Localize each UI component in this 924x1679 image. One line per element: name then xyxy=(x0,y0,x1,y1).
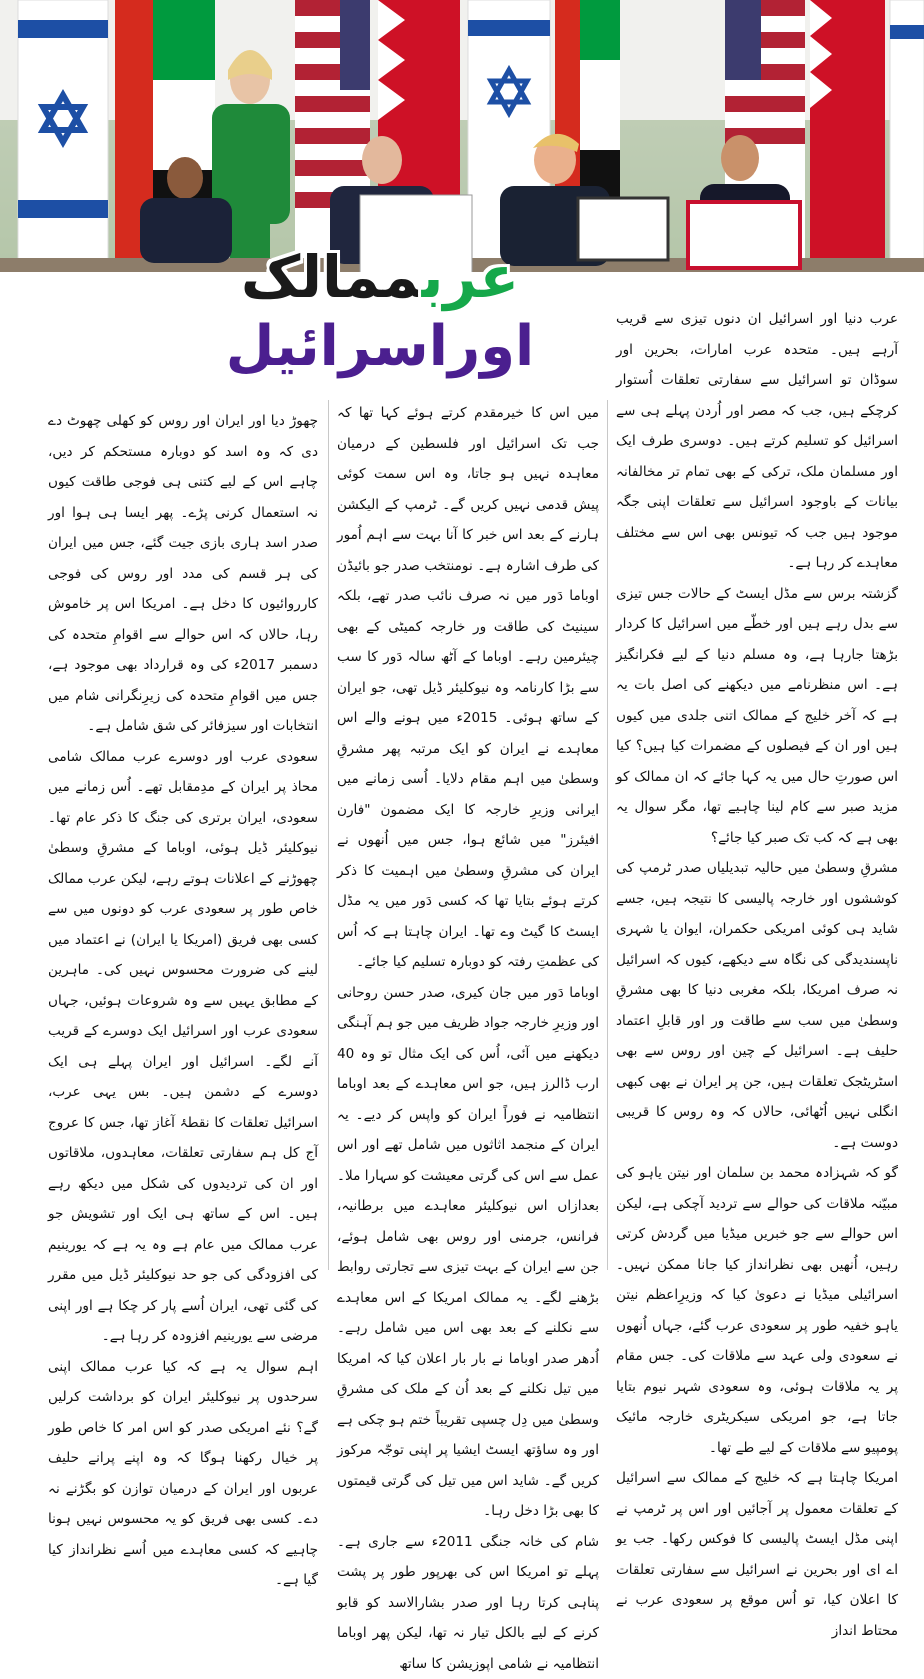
article-headline xyxy=(160,242,600,382)
text-column-left xyxy=(48,406,318,1596)
paragraph: چھوڑ دیا اور ایران اور روس کو کھلی چھوٹ دے دی کہ وہ اسد کو دوبارہ مستحکم کر دیں، چاہے اس کے لیے کتنی ہی فوجی طاقت کیوں نہ استعمال کرنی پڑے۔ پھر ایسا ہی ہوا اور صدر اسد ہاری بازی جیت گئے، جس میں ایران کی ہر قسم کی مدد اور روس کی فوجی کارروائیوں کا دخل ہے۔ امریکا اس پر خاموش رہا، حالاں کہ اس حوالے سے اقوامِ متحدہ کی دسمبر 2017ء کی وہ قرارداد بھی موجود ہے، جس میں اقوامِ متحدہ کی زیرِنگرانی شام میں انتخابات اور سیزفائر کی شق شامل ہے۔ xyxy=(48,406,318,742)
headline-word-arab: عرب xyxy=(422,243,519,311)
paragraph: میں اس کا خیرمقدم کرتے ہوئے کہا تھا کہ جب تک اسرائیل اور فلسطین کے درمیان معاہدہ نہیں ہو جاتا، وہ اس سمت کوئی پیش قدمی نہیں کریں گے۔ ٹرمپ کے الیکشن ہارنے کے بعد اس خبر کا آنا بہت سے اہم اُمور کی طرف اشارہ ہے۔ نومنتخب صدر جو بائیڈن اوباما دَور میں نہ صرف نائب صدر تھے، بلکہ سینیٹ کی طاقت ور خارجہ کمیٹی کے بھی چیئرمین رہے۔ اوباما کے آٹھ سالہ دَور کا سب سے بڑا کارنامہ وہ نیوکلیئر ڈیل تھی، جو ایران کے ساتھ ہوئی۔ 2015ء میں ہونے والے اس معاہدے نے ایران کو ایک مرتبہ پھر مشرقِ وسطیٰ میں اہم مقام دلایا۔ اُسی زمانے میں ایرانی وزیرِ خارجہ کا ایک مضمون "فارن افیئرز" میں شائع ہوا، جس میں اُنھوں نے ایران کی مشرقِ وسطیٰ میں اہمیت کا ذکر کرتے ہوئے بتایا تھا کہ کسی دَور میں یہ مڈل ایسٹ کا گیٹ وے تھا۔ ایران چاہتا ہے کہ اُس کی عظمتِ رفتہ کو دوبارہ تسلیم کیا جائے۔ xyxy=(337,398,599,978)
paragraph: گو کہ شہزادہ محمد بن سلمان اور نیتن یاہو کی مبیّنہ ملاقات کی حوالے سے تردید آچکی ہے، لیکن اس حوالے سے جو خبریں میڈیا میں گردش کرتی رہیں، اُنھیں بھی نظرانداز کیا جانا ممکن نہیں۔ اسرائیلی میڈیا نے دعویٰ کیا کہ وزیرِاعظم نیتن یاہو خفیہ طور پر سعودی عرب گئے، جہاں اُنھوں نے سعودی ولی عہد سے ملاقات کی۔ جس مقام پر یہ ملاقات ہوئی، وہ سعودی شہر نیوم بتایا جاتا ہے، جو امریکی سیکریٹری خارجہ مائیک پومپیو سے ملاقات کے لیے طے تھا۔ xyxy=(616,1158,898,1463)
bahrain-flag-icon-2 xyxy=(810,0,885,280)
headline-word-mumalik: ممالک xyxy=(241,243,422,311)
text-column-right xyxy=(616,304,898,1646)
headline-line-1 xyxy=(160,242,600,312)
israel-flag-icon xyxy=(18,0,108,280)
paragraph: گزشتہ برس سے مڈل ایسٹ کے حالات جس تیزی سے بدل رہے ہیں اور خطّے میں اسرائیل کا کردار بڑھتا جارہا ہے، وہ مسلم دنیا کے لیے فکرانگیز ہے۔ اس منظرنامے میں دیکھنے کی اصل بات یہ ہے کہ آخر خلیج کے ممالک اتنی جلدی میں کیوں ہیں اور ان کے فیصلوں کے مضمرات کیا ہیں؟ کیا اس صورتِ حال میں یہ کہا جائے کہ ان ممالک کو مزید صبر سے کام لینا چاہیے تھا، مگر سوال یہ بھی ہے کہ کب تک صبر کیا جائے؟ xyxy=(616,579,898,854)
headline-line-2: اوراسرائیل xyxy=(160,312,600,382)
paragraph: مشرقِ وسطیٰ میں حالیہ تبدیلیاں صدر ٹرمپ کی کوششوں اور خارجہ پالیسی کا نتیجہ ہیں، جسے شاید ہی کوئی امریکی حکمران، ایوان یا شہری ناپسندیدگی کی نگاہ سے دیکھے، کیوں کہ اسرائیل نہ صرف امریکا، بلکہ مغربی دنیا کا بھی مشرقِ وسطیٰ میں سب سے طاقت ور اور قابلِ اعتماد حلیف ہے۔ اسرائیل کے چین اور روس سے بھی اسٹریٹجک تعلقات ہیں، جن پر ایران نے بھی کبھی انگلی نہیں اُٹھائی، حالاں کہ وہ روس کا قریبی دوست ہے۔ xyxy=(616,853,898,1158)
paragraph: اہم سوال یہ ہے کہ کیا عرب ممالک اپنی سرحدوں پر نیوکلیئر ایران کو برداشت کرلیں گے؟ نئے امریکی صدر کو اس امر کا خاص طور پر خیال رکھنا ہوگا کہ وہ اپنے پرانے حلیف عربوں اور ایران کے درمیان توازن کو بگڑنے نہ دے۔ کسی بھی فریق کو یہ محسوس نہیں ہونا چاہیے کہ کسی معاہدے میں اُسے نظرانداز کیا گیا ہے۔ xyxy=(48,1352,318,1596)
paragraph: عرب دنیا اور اسرائیل ان دنوں تیزی سے قریب آرہے ہیں۔ متحدہ عرب امارات، بحرین اور سوڈان تو اسرائیل سے سفارتی تعلقات اُستوار کرچکے ہیں، جب کہ مصر اور اُردن پہلے ہی سے اسرائیل کو تسلیم کرتے ہیں۔ دوسری طرف ایک اور مسلمان ملک، ترکی کے بھی تمام تر مخالفانہ بیانات کے باوجود اسرائیل سے تعلقات اپنی جگہ موجود ہیں جب کہ تیونس بھی اس سے مختلف معاہدے کر رہا ہے۔ xyxy=(616,304,898,579)
paragraph: شام کی خانہ جنگی 2011ء سے جاری ہے۔ پہلے تو امریکا اس کی بھرپور طور پر پشت پناہی کرتا رہا اور صدر بشارالاسد کو قابو کرنے کے لیے بالکل تیار نہ تھا، لیکن پھر اوباما انتظامیہ نے شامی اپوزیشن کا ساتھ xyxy=(337,1527,599,1679)
text-column-middle xyxy=(337,398,599,1679)
column-divider xyxy=(607,400,608,1270)
paragraph: سعودی عرب اور دوسرے عرب ممالک شامی محاذ پر ایران کے مدِمقابل تھے۔ اُس زمانے میں سعودی، ایران برتری کی جنگ کا ذکر عام تھا۔ نیوکلیئر ڈیل ہوئی، اوباما کے مشرقِ وسطیٰ چھوڑنے کے اعلانات ہوتے رہے، لیکن عرب ممالک خاص طور پر سعودی عرب کو دونوں میں سے کسی بھی فریق (امریکا یا ایران) نے اعتماد میں لینے کی ضرورت محسوس نہیں کی۔ ماہرین کے مطابق یہیں سے وہ شروعات ہوئیں، جہاں سعودی عرب اور اسرائیل ایک دوسرے کے قریب آنے لگے۔ اسرائیل اور ایران پہلے ہی ایک دوسرے کے دشمن ہیں۔ بس یہی عرب، اسرائیل تعلقات کا نقطۂ آغاز تھا، جس کا عروج آج کل ہم سفارتی تعلقات، معاہدوں، ملاقاتوں اور ان کی تردیدوں کی شکل میں دیکھ رہے ہیں۔ اس کے ساتھ ہی ایک اور تشویش جو عرب ممالک میں عام ہے وہ یہ ہے کہ یورینیم کی افزودگی کی جو حد نیوکلیئر ڈیل میں مقرر کی گئی تھی، ایران اُسے پار کر چکا ہے اور اپنی مرضی سے یورینیم افزودہ کر رہا ہے۔ xyxy=(48,742,318,1352)
column-divider xyxy=(328,400,329,1270)
paragraph: اوباما دَور میں جان کیری، صدر حسن روحانی اور وزیرِ خارجہ جواد ظریف میں جو ہم آہنگی دیکھنے میں آئی، اُس کی ایک مثال تو وہ 40 ارب ڈالرز ہیں، جو اس معاہدے کے بعد اوباما انتظامیہ نے فوراً ایران کو واپس کر دیے۔ یہ ایران کے منجمد اثاثوں میں شامل تھے اور اس عمل سے اس کی گرتی معیشت کو سہارا ملا۔ بعدازاں اس نیوکلیئر معاہدے میں برطانیہ، فرانس، جرمنی اور روس بھی شامل ہوئے، جن سے ایران کے بہت تیزی سے تجارتی روابط بڑھنے لگے۔ یہ ممالک امریکا کے اس معاہدے سے نکلنے کے بعد بھی اس میں شامل رہے۔ اُدھر صدر اوباما نے بار بار اعلان کیا کہ امریکا میں تیل نکلنے کے بعد اُن کے ملک کی مشرقِ وسطیٰ میں دِل چسپی تقریباً ختم ہو چکی ہے اور وہ ساؤتھ ایسٹ ایشیا پر اپنی توجّہ مرکوز کریں گے۔ شاید اس میں تیل کی گرتی قیمتوں کا بھی بڑا دخل رہا۔ xyxy=(337,978,599,1527)
paragraph: امریکا چاہتا ہے کہ خلیج کے ممالک سے اسرائیل کے تعلقات معمول پر آجائیں اور اس پر ٹرمپ نے اپنی مڈل ایسٹ پالیسی کا فوکس رکھا۔ جب یو اے ای اور بحرین نے اسرائیل سے سفارتی تعلقات کا اعلان کیا، تو اُس موقع پر سعودی عرب نے محتاط انداز xyxy=(616,1463,898,1646)
